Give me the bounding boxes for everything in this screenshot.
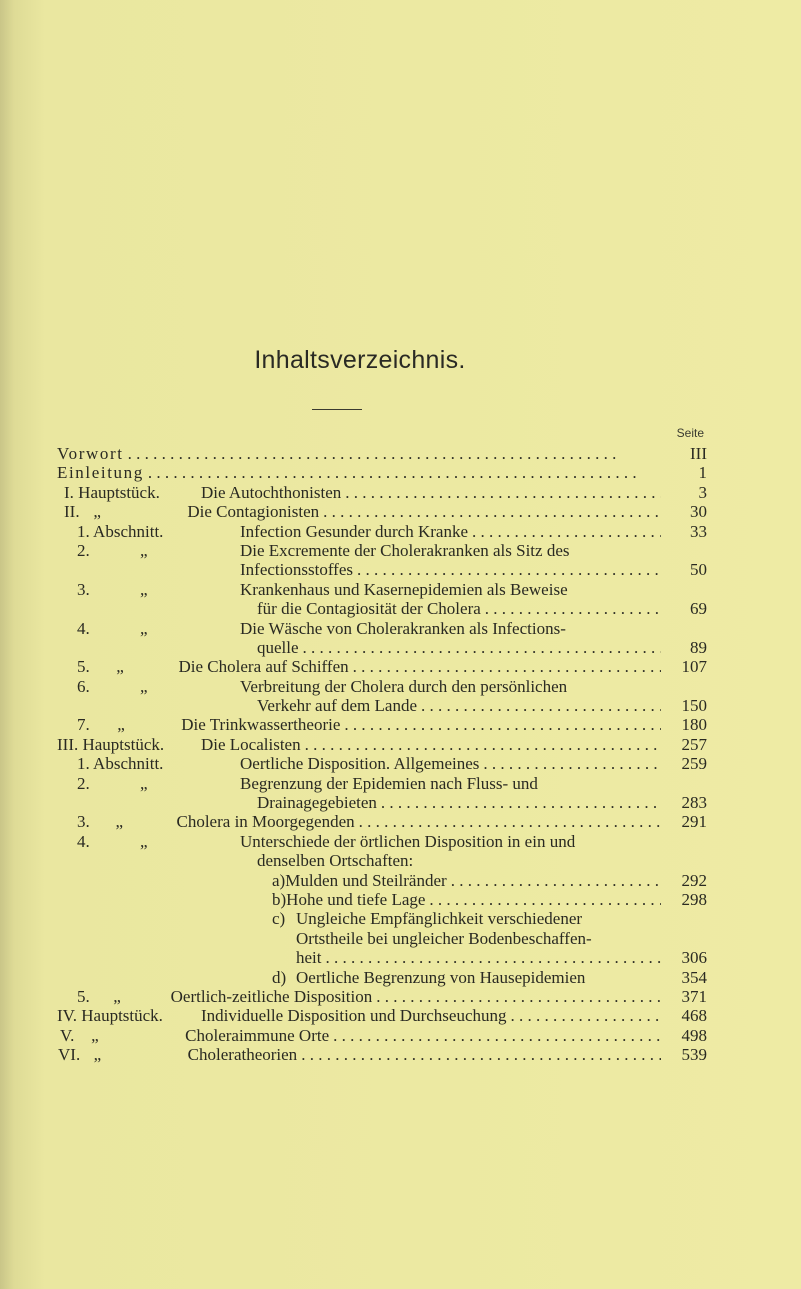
toc-entry-continuation: für die Contagiosität der Cholera . . . 69: [57, 599, 707, 618]
leader-dots: [297, 1045, 661, 1064]
toc-entry-abschnitt: 7. „ Die Trinkwassertheorie . . . 180: [57, 715, 707, 734]
leader-dots: [355, 812, 661, 831]
page-number: 50: [690, 560, 707, 580]
toc-subentry: a) Mulden und Steilränder . . . 292: [57, 871, 707, 890]
leader-dots: [349, 657, 661, 676]
page-number: 150: [681, 696, 707, 716]
toc-entry-hauptstueck-6: VI. „ Choleratheorien . . . 539: [57, 1045, 707, 1064]
toc-entry-continuation: Ortstheile bei ungleicher Bodenbeschaffen-: [296, 928, 592, 948]
leader-dots: [377, 793, 661, 812]
toc-entry-hauptstueck-4: IV. Hauptstück. Individuelle Disposition und Durchseuchung . . . 468: [57, 1006, 707, 1025]
toc-entry-abschnitt: 6. „ Verbreitung der Cholera durch den persönlichen: [77, 676, 568, 696]
leader-dots: [301, 735, 661, 754]
page-number: 3: [698, 482, 707, 502]
leader-dots: [340, 715, 661, 734]
leader-dots: [124, 444, 661, 463]
page-number: 354: [681, 967, 707, 987]
page-number: 89: [690, 637, 707, 657]
leader-dots: [479, 754, 661, 773]
toc-entry-continuation: Drainagegebieten . . . 283: [57, 793, 707, 812]
table-of-contents: [57, 444, 707, 1065]
leader-dots: [425, 890, 661, 909]
toc-entry-einleitung: Einleitung . . . 1: [57, 463, 707, 482]
page-number: III: [690, 444, 707, 463]
page-number: 283: [681, 793, 707, 813]
leader-dots: [144, 463, 661, 482]
toc-subentry: b) Hohe und tiefe Lage . . . 298: [57, 890, 707, 909]
title-divider: [312, 409, 362, 410]
page-number: 291: [681, 812, 707, 832]
page-number: 30: [690, 502, 707, 522]
leader-dots: [353, 560, 661, 579]
page-number: 539: [681, 1045, 707, 1065]
toc-entry-abschnitt: 5. „ Die Cholera auf Schiffen . . . 107: [57, 657, 707, 676]
toc-entry-hauptstueck-2: II. „ Die Contagionisten . . . 30: [57, 502, 707, 521]
toc-subentry: d) Oertliche Begrenzung von Hausepidemien 354: [272, 967, 707, 987]
toc-entry-vorwort: Vorwort . . . III: [57, 444, 707, 463]
leader-dots: [507, 1006, 662, 1025]
page-column-header: Seite: [676, 426, 704, 440]
page-number: 180: [681, 715, 707, 735]
toc-entry-continuation: denselben Ortschaften:: [257, 851, 414, 871]
page-number: 69: [690, 599, 707, 619]
toc-entry-hauptstueck-3: III. Hauptstück. Die Localisten . . . 257: [57, 735, 707, 754]
page-number: 306: [681, 948, 707, 968]
page-title: Inhaltsverzeichnis.: [254, 346, 466, 374]
toc-entry-abschnitt: 1. Abschnitt. Oertliche Disposition. Allgemeines . . . 259: [57, 754, 707, 773]
toc-subentry: c) Ungleiche Empfänglichkeit verschiedener: [272, 909, 583, 929]
page-number: 257: [681, 734, 707, 754]
toc-entry-abschnitt: 2. „ Begrenzung der Epidemien nach Fluss- und: [77, 773, 538, 793]
page-number: 1: [698, 463, 707, 483]
page-number: 498: [681, 1025, 707, 1045]
toc-entry-hauptstueck-1: I. Hauptstück. Die Autochthonisten . . . 3: [57, 483, 707, 502]
page-number: 468: [681, 1006, 707, 1026]
leader-dots: [329, 1026, 661, 1045]
page-number: 371: [681, 986, 707, 1006]
leader-dots: [447, 871, 661, 890]
toc-entry-abschnitt: 4. „ Die Wäsche von Cholerakranken als Infections-: [77, 618, 566, 638]
toc-entry-hauptstueck-5: V. „ Choleraimmune Orte . . . 498: [57, 1026, 707, 1045]
leader-dots: [299, 638, 661, 657]
toc-entry-abschnitt: 1. Abschnitt. Infection Gesunder durch Kranke . . . 33: [57, 522, 707, 541]
toc-entry-abschnitt: 5. „ Oertlich-zeitliche Disposition . . . 371: [57, 987, 707, 1006]
toc-entry-abschnitt: 2. „ Die Excremente der Cholerakranken als Sitz des: [77, 540, 570, 560]
toc-entry-continuation: Verkehr auf dem Lande . . . 150: [57, 696, 707, 715]
page-number: 292: [681, 870, 707, 890]
leader-dots: [319, 502, 661, 521]
leader-dots: [417, 696, 661, 715]
toc-entry-abschnitt: 3. „ Krankenhaus und Kasernepidemien als Beweise: [77, 579, 568, 599]
toc-entry-abschnitt: 4. „ Unterschiede der örtlichen Disposition in ein und: [77, 831, 576, 851]
page-number: 298: [681, 889, 707, 909]
toc-entry-continuation: heit . . . 306: [57, 948, 707, 967]
leader-dots: [322, 948, 662, 967]
page-number: 107: [681, 657, 707, 677]
leader-dots: [341, 483, 661, 502]
toc-entry-continuation: Infectionsstoffes . . . 50: [57, 560, 707, 579]
leader-dots: [468, 522, 661, 541]
leader-dots: [481, 599, 661, 618]
toc-entry-continuation: quelle . . . 89: [57, 638, 707, 657]
toc-entry-abschnitt: 3. „ Cholera in Moorgegenden . . . 291: [57, 812, 707, 831]
leader-dots: [372, 987, 661, 1006]
page-number: 259: [681, 754, 707, 774]
page-number: 33: [690, 521, 707, 541]
